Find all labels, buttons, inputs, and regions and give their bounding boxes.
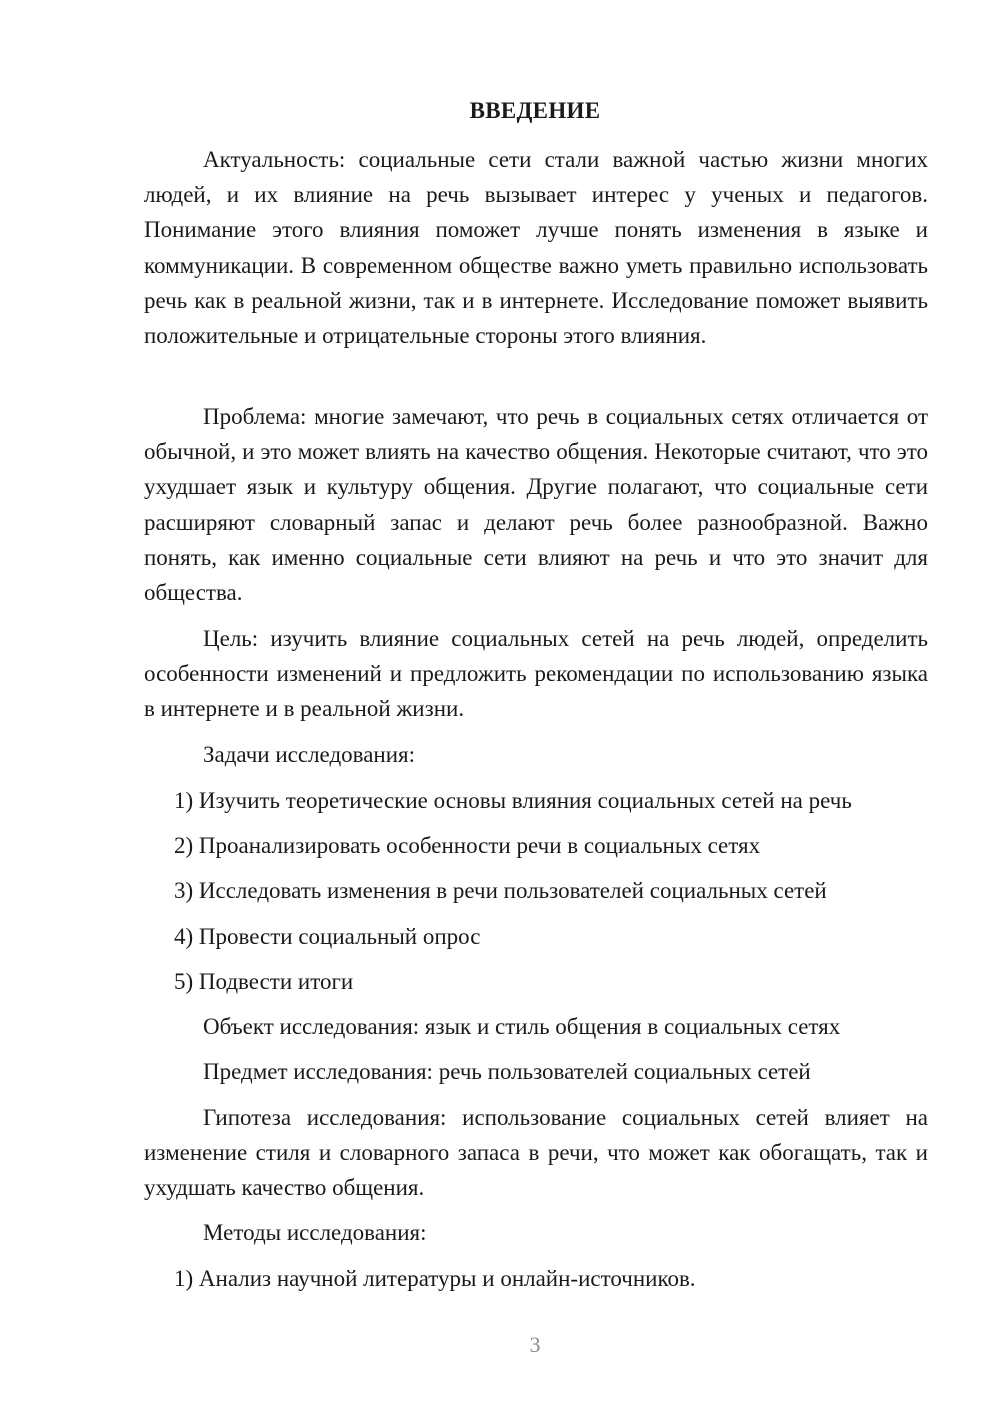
tasks-title: Задачи исследования:	[203, 742, 416, 767]
problem-paragraph: Проблема: многие замечают, что речь в социальных сетях отличается от обычной, и это может влиять на качество общения. Некоторые считают, что это ухудшает язык и культуру общения. Другие полагают, что социальные сети расширяют словарный запас и делают речь более разнообразной. Важно понять, как именно социальные сети влияют на речь и что это значит для общества.	[144, 404, 928, 606]
method-item: 1) Анализ научной литературы и онлайн-источников.	[174, 1266, 696, 1291]
goal-paragraph: Цель: изучить влияние социальных сетей на речь людей, определить особенности изменений и предложить рекомендации по использованию языка в интернете и в реальной жизни.	[144, 626, 928, 722]
task-item: 2) Проанализировать особенности речи в социальных сетях	[174, 833, 761, 858]
task-item: 4) Провести социальный опрос	[174, 924, 481, 949]
subject-line: Предмет исследования: речь пользователей социальных сетей	[203, 1059, 811, 1084]
object-line: Объект исследования: язык и стиль общения в социальных сетях	[203, 1014, 841, 1039]
hypothesis-paragraph: Гипотеза исследования: использование социальных сетей влияет на изменение стиля и словарного запаса в речи, что может как обогащать, так и ухудшать качество общения.	[144, 1105, 928, 1201]
task-item: 3) Исследовать изменения в речи пользователей социальных сетей	[174, 878, 827, 903]
task-item: 5) Подвести итоги	[174, 969, 354, 994]
task-item: 1) Изучить теоретические основы влияния социальных сетей на речь	[174, 788, 852, 813]
page-title: ВВЕДЕНИЕ	[469, 98, 601, 123]
page-number: 3	[529, 1332, 541, 1357]
methods-title: Методы исследования:	[203, 1220, 427, 1245]
relevance-paragraph: Актуальность: социальные сети стали важной частью жизни многих людей, и их влияние на речь вызывает интерес у ученых и педагогов. Понимание этого влияния поможет лучше понять изменения в языке и коммуникации. В современном обществе важно уметь правильно использовать речь как в реальной жизни, так и в интернете. Исследование поможет выявить положительные и отрицательные стороны этого влияния.	[144, 147, 928, 349]
